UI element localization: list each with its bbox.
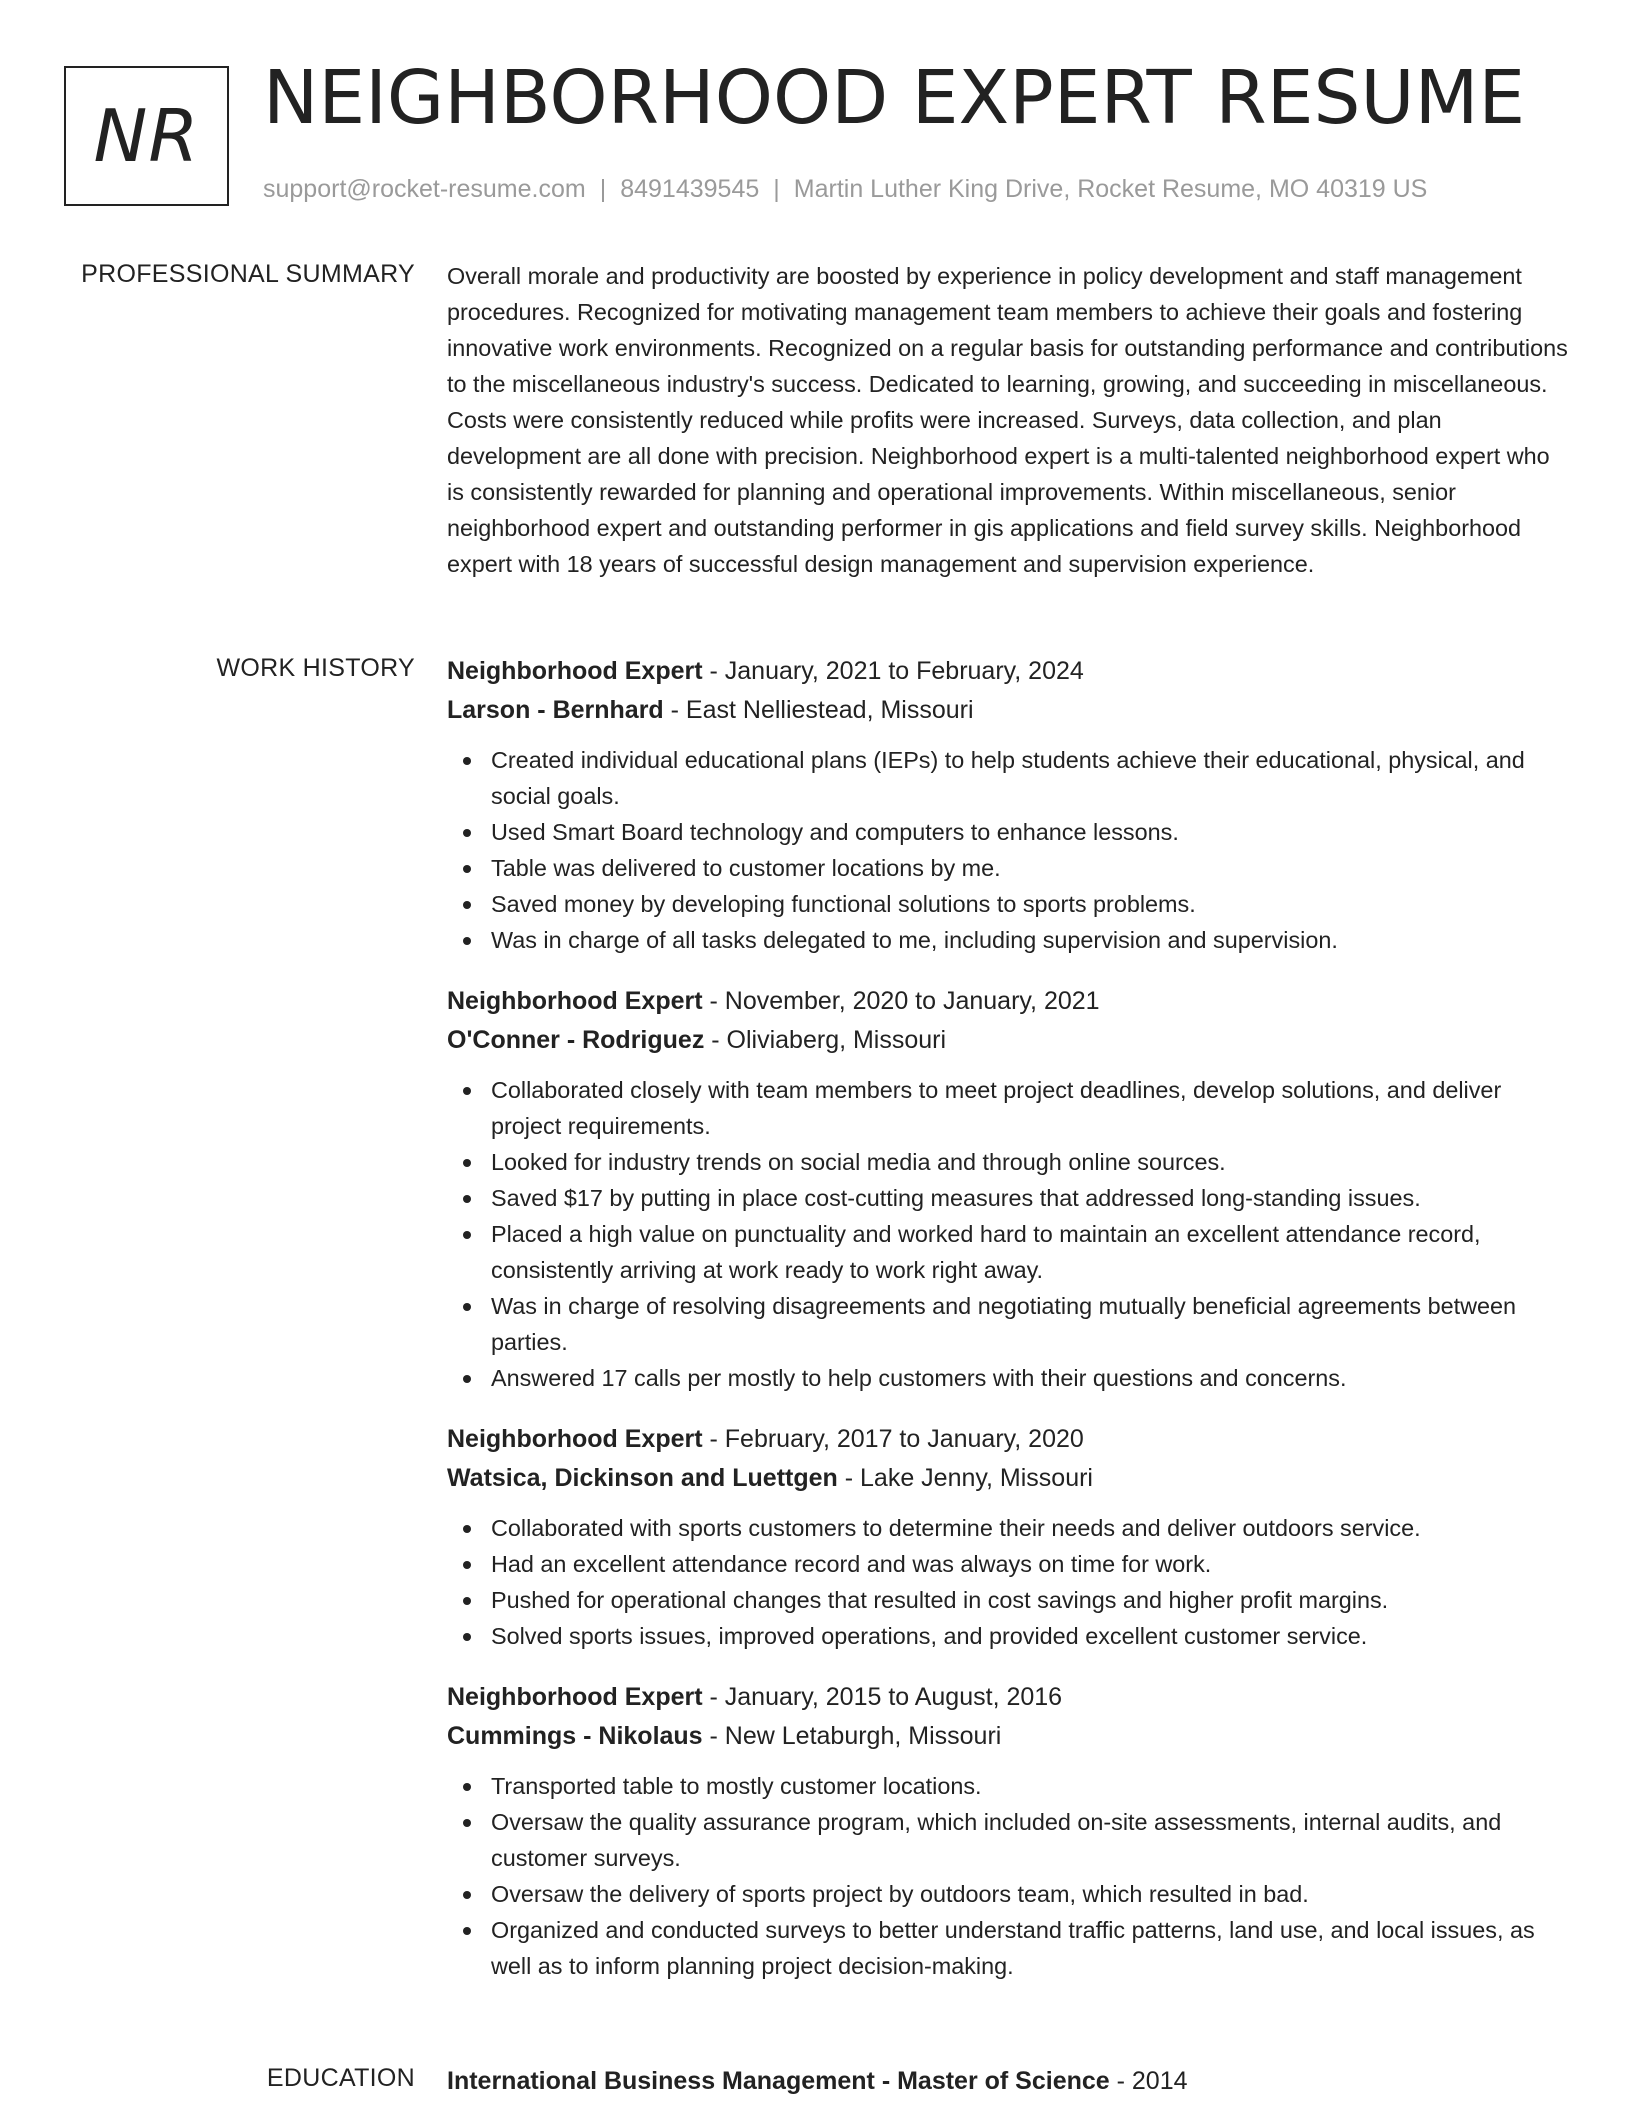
- job-company-line: [447, 1717, 1572, 1756]
- job-bullets: [447, 742, 1572, 958]
- education-degree-line: [447, 2062, 1572, 2101]
- job-entry: [447, 652, 1572, 958]
- job-title: Neighborhood Expert: [447, 987, 703, 1015]
- monogram-box: [64, 66, 229, 206]
- job-bullet: Oversaw the delivery of sports project by outdoors team, which resulted in bad.: [447, 1876, 1572, 1912]
- job-title-line: [447, 652, 1572, 691]
- job-bullet: Transported table to mostly customer locations.: [447, 1768, 1572, 1804]
- job-location: - Oliviaberg, Missouri: [704, 1026, 947, 1054]
- contact-separator: |: [773, 175, 780, 203]
- job-location: - East Nelliestead, Missouri: [663, 696, 974, 724]
- job-company: Watsica, Dickinson and Luettgen: [447, 1464, 838, 1492]
- job-bullet: Collaborated with sports customers to determine their needs and deliver outdoors service.: [447, 1510, 1572, 1546]
- contact-email[interactable]: support@rocket-resume.com: [263, 175, 586, 203]
- job-bullet: Saved money by developing functional solutions to sports problems.: [447, 886, 1572, 922]
- job-title-line: [447, 1678, 1572, 1717]
- job-title-line: [447, 982, 1572, 1021]
- job-location: - New Letaburgh, Missouri: [702, 1722, 1002, 1750]
- job-bullet: Collaborated closely with team members to meet project deadlines, develop solutions, and deliver project requirements.: [447, 1072, 1572, 1144]
- job-bullet: Oversaw the quality assurance program, which included on-site assessments, internal audits, and customer surveys.: [447, 1804, 1572, 1876]
- job-company-line: [447, 1021, 1572, 1060]
- job-bullets: [447, 1768, 1572, 1984]
- contact-phone[interactable]: 8491439545: [620, 175, 760, 203]
- job-bullet: Was in charge of all tasks delegated to me, including supervision and supervision.: [447, 922, 1572, 958]
- job-entry: [447, 982, 1572, 1396]
- contact-separator: |: [599, 175, 607, 203]
- job-bullet: Saved $17 by putting in place cost-cutting measures that addressed long-standing issues.: [447, 1180, 1572, 1216]
- job-entry: [447, 1420, 1572, 1654]
- job-bullets: [447, 1072, 1572, 1396]
- job-dates: - January, 2015 to August, 2016: [702, 1683, 1063, 1711]
- job-title-line: [447, 1420, 1572, 1459]
- job-company-line: [447, 691, 1572, 730]
- section-label-summary: PROFESSIONAL SUMMARY: [81, 260, 415, 288]
- section-label-education: EDUCATION: [266, 2064, 415, 2092]
- job-company: O'Conner - Rodriguez: [447, 1026, 705, 1054]
- job-bullets: [447, 1510, 1572, 1654]
- job-dates: - February, 2017 to January, 2020: [702, 1425, 1084, 1453]
- job-bullet: Had an excellent attendance record and was always on time for work.: [447, 1546, 1572, 1582]
- resume-title: NEIGHBORHOOD EXPERT RESUME: [263, 55, 1526, 141]
- job-dates: - November, 2020 to January, 2021: [702, 987, 1100, 1015]
- job-title: Neighborhood Expert: [447, 657, 703, 685]
- job-company: Cummings - Nikolaus: [447, 1722, 703, 1750]
- job-location: - Lake Jenny, Missouri: [837, 1464, 1093, 1492]
- work-history-body: [447, 652, 1572, 2008]
- job-bullet: Pushed for operational changes that resulted in cost savings and higher profit margins.: [447, 1582, 1572, 1618]
- education-body: [447, 2062, 1572, 2101]
- job-dates: - January, 2021 to February, 2024: [702, 657, 1084, 685]
- job-company-line: [447, 1459, 1572, 1498]
- job-company: Larson - Bernhard: [447, 696, 664, 724]
- job-bullet: Used Smart Board technology and computers to enhance lessons.: [447, 814, 1572, 850]
- summary-text: Overall morale and productivity are boosted by experience in policy development and staff management procedures. Recognized for motivating management team members to achieve their goals and fostering innovative work environments. Recognized on a regular basis for outstanding performance and contributions to the miscellaneous industry's success. Dedicated to learning, growing, and succeeding in miscellaneous. Costs were consistently reduced while profits were increased. Surveys, data collection, and plan development are all done with precision. Neighborhood expert is a multi-talented neighborhood expert who is consistently rewarded for planning and operational improvements. Within miscellaneous, senior neighborhood expert and outstanding performer in gis applications and field survey skills. Neighborhood expert with 18 years of successful design management and supervision experience.: [447, 263, 1568, 577]
- job-bullet: Organized and conducted surveys to better understand traffic patterns, land use, and local issues, as well as to inform planning project decision-making.: [447, 1912, 1572, 1984]
- job-bullet: Was in charge of resolving disagreements and negotiating mutually beneficial agreements between parties.: [447, 1288, 1572, 1360]
- job-title: Neighborhood Expert: [447, 1425, 703, 1453]
- job-title: Neighborhood Expert: [447, 1683, 703, 1711]
- contact-line: [263, 175, 1427, 204]
- section-label-work-history: WORK HISTORY: [216, 654, 415, 682]
- monogram-initials: NR: [93, 94, 200, 178]
- contact-address: Martin Luther King Drive, Rocket Resume, MO 40319 US: [793, 175, 1428, 203]
- job-bullet: Placed a high value on punctuality and worked hard to maintain an excellent attendance record, consistently arriving at work ready to work right away.: [447, 1216, 1572, 1288]
- education-degree: International Business Management - Master of Science: [447, 2067, 1110, 2095]
- job-bullet: Solved sports issues, improved operations, and provided excellent customer service.: [447, 1618, 1572, 1654]
- job-bullet: Created individual educational plans (IEPs) to help students achieve their educational, physical, and social goals.: [447, 742, 1572, 814]
- education-year: - 2014: [1109, 2067, 1188, 2095]
- job-bullet: Answered 17 calls per mostly to help customers with their questions and concerns.: [447, 1360, 1572, 1396]
- job-bullet: Table was delivered to customer locations by me.: [447, 850, 1572, 886]
- job-bullet: Looked for industry trends on social media and through online sources.: [447, 1144, 1572, 1180]
- job-entry: [447, 1678, 1572, 1984]
- summary-body: [447, 258, 1572, 582]
